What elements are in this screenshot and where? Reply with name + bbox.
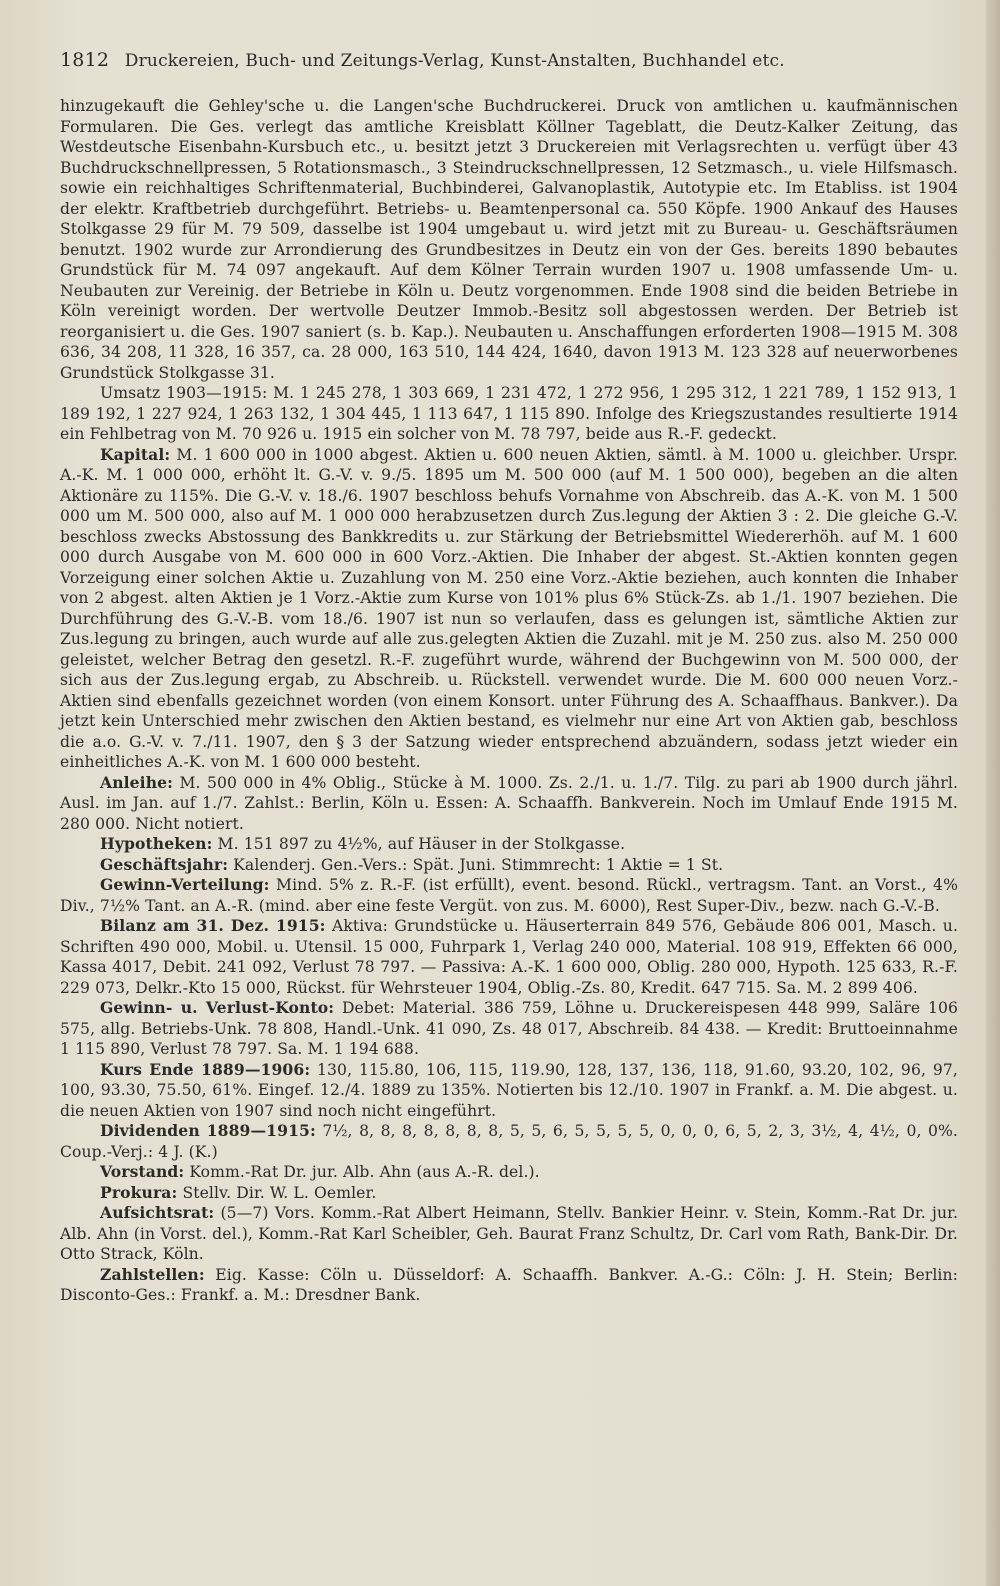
- paragraph-text: M. 1 600 000 in 1000 abgest. Aktien u. 600 neuen Aktien, sämtl. à M. 1000 u. gleichber. Urspr. A.-K. M. 1 000 000, erhöht lt. G.-V. v. 9./5. 1895 um M. 500 000 (auf M. 1 500 000), begeben an die alten Aktionäre zu 115%. Die G.-V. v. 18./6. 1907 beschloss behufs Vornahme von Abschreib. das A.-K. von M. 1 500 000 um M. 500 000, also auf M. 1 000 000 herabzusetzen durch Zus.legung der Aktien 3 : 2. Die gleiche G.-V. beschloss zwecks Abstossung des Bankkredits u. zur Stärkung der Betriebsmittel Wiedererhöh. auf M. 1 600 000 durch Ausgabe von M. 600 000 in 600 Vorz.-Aktien. Die Inhaber der abgest. St.-Aktien konnten gegen Vorzeigung einer solchen Aktie u. Zuzahlung von M. 250 eine Vorz.-Aktie beziehen, auch konnten die Inhaber von 2 abgest. alten Aktien je 1 Vorz.-Aktie zum Kurse von 101% plus 6% Stück-Zs. ab 1./1. 1907 beziehen. Die Durchführung des G.-V.-B. vom 18./6. 1907 ist nun so verlaufen, dass es gelungen ist, sämtliche Aktien zur Zus.legung zu bringen, auch wurde auf alle zus.gelegten Aktien die Zuzahl. mit je M. 250 zus. also M. 250 000 geleistet, welcher Betrag den gesetzl. R.-F. zugeführt wurde, während der Buchgewinn von M. 500 000, der sich aus der Zus.legung ergab, zu Abschreib. u. Rückstell. verwendet wurde. Die M. 600 000 neuen Vorz.-Aktien sind ebenfalls gezeichnet worden (von einem Konsort. unter Führung des A. Schaaffhaus. Bankver.). Da jetzt kein Unterschied mehr zwischen den Aktien bestand, es vielmehr nur eine Art von Aktien gab, beschloss die a.o. G.-V. v. 7./11. 1907, den § 3 der Satzung wieder entsprechend abzuändern, sodass jetzt wieder ein einheitliches A.-K. von M. 1 600 000 besteht.: [60, 445, 958, 771]
- paragraph-geschaeftsjahr: [60, 855, 958, 876]
- section-label: Hypotheken:: [100, 834, 213, 853]
- paragraph-text: M. 151 897 zu 4½%, auf Häuser in der Stolkgasse.: [217, 835, 626, 853]
- section-label: Prokura:: [100, 1182, 178, 1202]
- paragraph-hypotheken: [60, 834, 958, 855]
- paragraph-vorstand: [60, 1162, 958, 1183]
- section-label: Zahlstellen:: [100, 1264, 205, 1284]
- paragraph-text: Aktiva: Grundstücke u. Häuserterrain 849 576, Gebäude 806 001, Masch. u. Schriften 490 000, Mobil. u. Utensil. 15 000, Fuhrpark 1, Verlag 240 000, Material. 108 919, Effekten 66 000, Kassa 4017, Debit. 241 092, Verlust 78 797. — Passiva: A.-K. 1 600 000, Oblig. 280 000, Hypoth. 125 633, R.-F. 229 073, Delkr.-Kto 15 000, Rückst. für Wehrsteuer 1904, Oblig.-Zs. 80, Kredit. 647 715. Sa. M. 2 899 406.: [60, 917, 959, 997]
- paragraph-text: Umsatz 1903—1915: M. 1 245 278, 1 303 669, 1 231 472, 1 272 956, 1 295 312, 1 221 789, 1 152 913, 1 189 192, 1 227 924, 1 263 132, 1 304 445, 1 113 647, 1 115 890. Infolge des Kriegszustandes resultierte 1914 ein Fehlbetrag von M. 70 926 u. 1915 ein solcher von M. 78 797, beide aus R.-F. gedeckt.: [60, 384, 958, 443]
- paragraph-text: Eig. Kasse: Cöln u. Düsseldorf: A. Schaaffh. Bankver. A.-G.: Cöln: J. H. Stein; Berlin: Disconto-Ges.: Frankf. a. M.: Dresdner Bank.: [60, 1265, 958, 1304]
- paragraph-text: Komm.-Rat Dr. jur. Alb. Ahn (aus A.-R. del.).: [189, 1163, 540, 1181]
- section-label: Dividenden 1889—1915:: [100, 1121, 316, 1140]
- section-label: Kapital:: [100, 444, 171, 464]
- paragraph-intro: [60, 96, 958, 383]
- paragraph-dividenden: [60, 1121, 958, 1162]
- paragraph-kapital: [60, 445, 958, 773]
- section-label: Geschäftsjahr:: [100, 854, 229, 874]
- paragraph-text: Mind. 5% z. R.-F. (ist erfüllt), event. besond. Rückl., vertragsm. Tant. an Vorst., 4% Div., 7½% Tant. an A.-R. (mind. aber eine feste Vergüt. von zus. M. 6000), Rest Super-Div., bezw. nach G.-V.-B.: [60, 876, 958, 915]
- page-spine-edge: [986, 0, 1000, 1586]
- paragraph-text: Kalenderj. Gen.-Vers.: Spät. Juni. Stimmrecht: 1 Aktie = 1 St.: [233, 855, 724, 874]
- article-body: [60, 96, 958, 1306]
- paragraph-text: M. 500 000 in 4% Oblig., Stücke à M. 1000. Zs. 2./1. u. 1./7. Tilg. zu pari ab 1900 durch jährl. Ausl. im Jan. auf 1./7. Zahlst.: Berlin, Köln u. Essen: A. Schaaffh. Bankverein. Noch im Umlauf Ende 1915 M. 280 000. Nicht notiert.: [60, 773, 958, 833]
- paragraph-anleihe: [60, 773, 958, 835]
- paragraph-gewinn-verteilung: [60, 875, 958, 916]
- section-label: Vorstand:: [100, 1162, 185, 1181]
- paragraph-bilanz: [60, 916, 958, 998]
- paragraph-kurs: [60, 1060, 958, 1122]
- section-label: Anleihe:: [100, 772, 174, 792]
- running-header: [60, 49, 940, 71]
- paragraph-text: 130, 115.80, 106, 115, 119.90, 128, 137, 136, 118, 91.60, 93.20, 102, 96, 97, 100, 93.30, 75.50, 61%. Eingef. 12./4. 1889 zu 135%. Notierten bis 12./10. 1907 in Frankf. a. M. Die abgest. u. die neuen Aktien von 1907 sind noch nicht eingeführt.: [60, 1060, 958, 1120]
- header-title: Druckereien, Buch- und Zeitungs-Verlag, Kunst-Anstalten, Buchhandel etc.: [124, 51, 785, 71]
- paragraph-text: (5—7) Vors. Komm.-Rat Albert Heimann, Stellv. Bankier Heinr. v. Stein, Komm.-Rat Dr. jur. Alb. Ahn (in Vorst. del.), Komm.-Rat Karl Scheibler, Geh. Baurat Franz Schultz, Dr. Carl vom Rath, Bank-Dir. Dr. Otto Strack, Köln.: [60, 1204, 958, 1263]
- paragraph-aufsichtsrat: [60, 1203, 958, 1265]
- section-label: Gewinn- u. Verlust-Konto:: [100, 998, 335, 1017]
- paragraph-text: 7½, 8, 8, 8, 8, 8, 8, 8, 5, 5, 6, 5, 5, 5, 5, 0, 0, 0, 6, 5, 2, 3, 3½, 4, 4½, 0, 0%. Coup.-Verj.: 4 J. (K.): [60, 1122, 958, 1161]
- paragraph-umsatz: [60, 383, 958, 445]
- paragraph-gewinn-verlust: [60, 998, 958, 1060]
- section-label: Kurs Ende 1889—1906:: [100, 1059, 311, 1079]
- section-label: Gewinn-Verteilung:: [100, 875, 270, 894]
- section-label: Aufsichtsrat:: [100, 1203, 215, 1222]
- paragraph-zahlstellen: [60, 1265, 958, 1306]
- paragraph-text: Stellv. Dir. W. L. Oemler.: [182, 1183, 377, 1202]
- paragraph-prokura: [60, 1183, 958, 1204]
- page-number: 1812: [60, 49, 110, 71]
- section-label: Bilanz am 31. Dez. 1915:: [100, 916, 326, 935]
- paragraph-text: hinzugekauft die Gehley'sche u. die Langen'sche Buchdruckerei. Druck von amtlichen u. kaufmännischen Formularen. Die Ges. verlegt das amtliche Kreisblatt Köllner Tageblatt, die Deutz-Kalker Zeitung, das Westdeutsche Eisenbahn-Kursbuch etc., u. besitzt jetzt 3 Druckereien mit Verlagsrechten u. verfügt über 43 Buchdruckschnellpressen, 5 Rotationsmasch., 3 Steindruckschnellpressen, 12 Setzmasch., u. viele Hilfsmasch. sowie ein reichhaltiges Schriftenmaterial, Buchbinderei, Galvanoplastik, Autotypie etc. Im Etabliss. ist 1904 der elektr. Kraftbetrieb durchgeführt. Betriebs- u. Beamtenpersonal ca. 550 Köpfe. 1900 Ankauf des Hauses Stolkgasse 29 für M. 79 509, dasselbe ist 1904 umgebaut u. wird jetzt mit zu Bureau- u. Geschäftsräumen benutzt. 1902 wurde zur Arrondierung des Grundbesitzes in Deutz ein von der Ges. bereits 1890 bebautes Grundstück für M. 74 097 angekauft. Auf dem Kölner Terrain wurden 1907 u. 1908 umfassende Um- u. Neubauten zur Vereinig. der Betriebe in Köln u. Deutz vorgenommen. Ende 1908 sind die beiden Betriebe in Köln vereinigt worden. Der wertvolle Deutzer Immob.-Besitz soll abgestossen werden. Der Betrieb ist reorganisiert u. die Ges. 1907 saniert (s. b. Kap.). Neubauten u. Anschaffungen erforderten 1908—1915 M. 308 636, 34 208, 11 328, 16 357, ca. 28 000, 163 510, 144 424, 1640, davon 1913 M. 123 328 auf neuerworbenes Grundstück Stolkgasse 31.: [60, 97, 958, 382]
- paragraph-text: Debet: Material. 386 759, Löhne u. Druckereispesen 448 999, Saläre 106 575, allg. Betriebs-Unk. 78 808, Handl.-Unk. 41 090, Zs. 48 017, Abschreib. 84 438. — Kredit: Bruttoeinnahme 1 115 890, Verlust 78 797. Sa. M. 1 194 688.: [60, 999, 959, 1058]
